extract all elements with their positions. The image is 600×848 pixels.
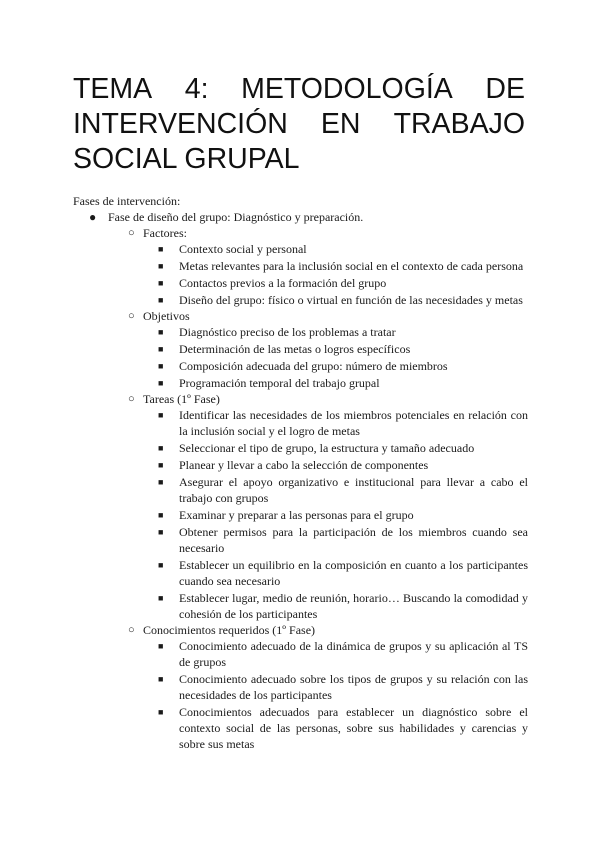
disc-bullet-icon: ● <box>89 210 97 224</box>
circle-bullet-icon: ○ <box>128 227 135 239</box>
list-item <box>143 638 528 670</box>
list-item-text: Composición adecuada del grupo: número de miembros <box>179 359 448 373</box>
square-bullet-icon: ■ <box>158 378 164 388</box>
list-item-text: Establecer lugar, medio de reunión, horario… Buscando la comodidad y cohesión de los participantes <box>179 591 528 621</box>
square-bullet-icon: ■ <box>158 361 164 371</box>
item-list <box>143 241 528 308</box>
list-item <box>143 457 528 473</box>
section-item <box>108 622 528 752</box>
circle-bullet-icon: ○ <box>128 393 135 405</box>
square-bullet-icon: ■ <box>158 510 164 520</box>
list-item <box>143 557 528 589</box>
list-item <box>143 474 528 506</box>
list-item <box>143 590 528 622</box>
title-word: TEMA <box>73 73 153 105</box>
list-item-text: Conocimiento adecuado de la dinámica de grupos y su aplicación al TS de grupos <box>179 639 528 669</box>
list-item-text: Diseño del grupo: físico o virtual en función de las necesidades y metas <box>179 293 523 307</box>
square-bullet-icon: ■ <box>158 443 164 453</box>
item-list <box>143 407 528 622</box>
square-bullet-icon: ■ <box>158 593 164 603</box>
circle-bullet-icon: ○ <box>128 310 135 322</box>
square-bullet-icon: ■ <box>158 410 164 420</box>
title-line-2 <box>73 107 525 142</box>
intro-text: Fases de intervención: <box>73 194 181 208</box>
phase-item <box>73 209 528 752</box>
list-item <box>143 440 528 456</box>
title-word: DE <box>485 73 525 105</box>
square-bullet-icon: ■ <box>158 460 164 470</box>
section-item <box>108 391 528 622</box>
title-word: EN <box>320 108 361 140</box>
square-bullet-icon: ■ <box>158 344 164 354</box>
square-bullet-icon: ■ <box>158 327 164 337</box>
section-label: Conocimientos requeridos (1º Fase) <box>143 623 316 637</box>
title-word: METODOLOGÍA <box>241 73 453 105</box>
list-item-text: Conocimiento adecuado sobre los tipos de grupos y su relación con las necesidades de los participantes <box>179 672 528 702</box>
list-item-text: Programación temporal del trabajo grupal <box>179 376 380 390</box>
circle-bullet-icon: ○ <box>128 624 135 636</box>
square-bullet-icon: ■ <box>158 641 164 651</box>
list-item <box>143 275 528 291</box>
square-bullet-icon: ■ <box>158 477 164 487</box>
list-item-text: Examinar y preparar a las personas para el grupo <box>179 508 414 522</box>
list-item-text: Conocimientos adecuados para establecer un diagnóstico sobre el contexto social de las personas, sobre sus habilidades y carencias y sobre sus metas <box>179 705 528 751</box>
list-item <box>143 258 528 274</box>
list-item-text: Metas relevantes para la inclusión social en el contexto de cada persona <box>179 259 524 273</box>
list-item <box>143 671 528 703</box>
list-item-text: Seleccionar el tipo de grupo, la estructura y tamaño adecuado <box>179 441 475 455</box>
list-item-text: Establecer un equilibrio en la composición en cuanto a los participantes cuando sea necesario <box>179 558 528 588</box>
list-item <box>143 704 528 752</box>
square-bullet-icon: ■ <box>158 560 164 570</box>
page-title <box>73 72 525 177</box>
list-item <box>143 407 528 439</box>
list-item <box>143 507 528 523</box>
section-list <box>108 225 528 752</box>
list-item-text: Identificar las necesidades de los miembros potenciales en relación con la inclusión social y el logro de metas <box>179 408 528 438</box>
list-item-text: Diagnóstico preciso de los problemas a tratar <box>179 325 396 339</box>
list-item-text: Planear y llevar a cabo la selección de componentes <box>179 458 429 472</box>
section-label: Factores: <box>143 226 187 240</box>
title-line-1 <box>73 72 525 107</box>
square-bullet-icon: ■ <box>158 244 164 254</box>
square-bullet-icon: ■ <box>158 674 164 684</box>
title-word: TRABAJO <box>393 108 525 140</box>
title-word: INTERVENCIÓN <box>73 108 288 140</box>
list-item <box>143 241 528 257</box>
square-bullet-icon: ■ <box>158 261 164 271</box>
square-bullet-icon: ■ <box>158 278 164 288</box>
square-bullet-icon: ■ <box>158 527 164 537</box>
list-item-text: Contexto social y personal <box>179 242 307 256</box>
square-bullet-icon: ■ <box>158 295 164 305</box>
document-body <box>73 193 528 752</box>
list-item <box>143 341 528 357</box>
item-list <box>143 638 528 752</box>
list-item-text: Asegurar el apoyo organizativo e institucional para llevar a cabo el trabajo con grupos <box>179 475 528 505</box>
title-word: 4: <box>184 73 209 105</box>
item-list <box>143 324 528 391</box>
list-item <box>143 324 528 340</box>
list-item-text: Determinación de las metas o logros específicos <box>179 342 411 356</box>
list-item-text: Contactos previos a la formación del grupo <box>179 276 387 290</box>
section-label: Objetivos <box>143 309 190 323</box>
section-label: Tareas (1º Fase) <box>143 392 220 406</box>
phase-label: Fase de diseño del grupo: Diagnóstico y preparación. <box>108 210 364 224</box>
square-bullet-icon: ■ <box>158 707 164 717</box>
section-item <box>108 308 528 391</box>
title-line-3: SOCIAL GRUPAL <box>73 143 300 175</box>
list-item <box>143 375 528 391</box>
list-item <box>143 524 528 556</box>
list-item-text: Obtener permisos para la participación de los miembros cuando sea necesario <box>179 525 528 555</box>
list-item <box>143 292 528 308</box>
section-item <box>108 225 528 308</box>
list-item <box>143 358 528 374</box>
phase-list <box>73 209 528 752</box>
